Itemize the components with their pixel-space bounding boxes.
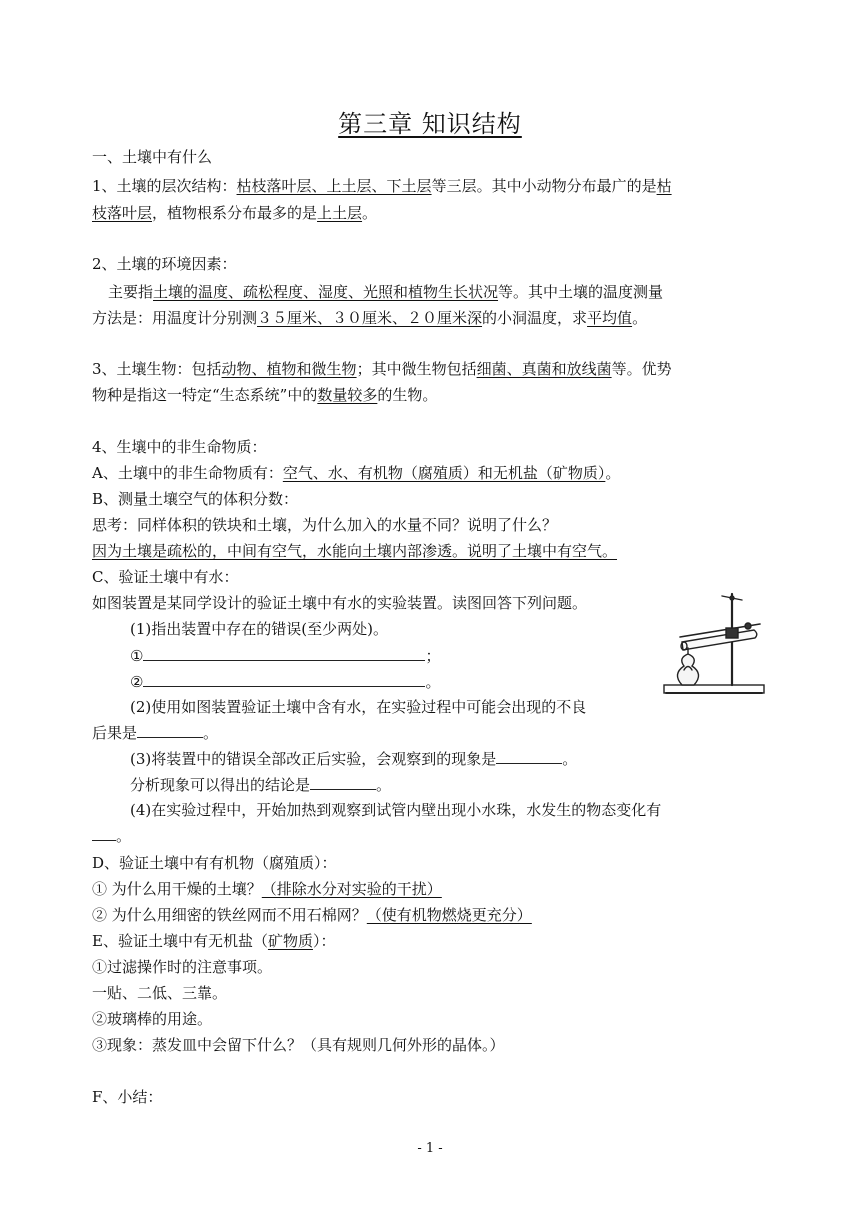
paragraph-line: 主要指土壤的温度、疏松程度、湿度、光照和植物生长状况等。其中土壤的温度测量 xyxy=(108,283,664,301)
underlined-answer: 细菌、真菌和放线菌 xyxy=(476,360,612,378)
underlined-answer: 枝落叶层 xyxy=(92,204,153,222)
underlined-answer: 矿物质 xyxy=(267,932,313,950)
paragraph-line: 方法是：用温度计分别测３５厘米、３０厘米、２０厘米深的小洞温度，求平均值。 xyxy=(92,309,648,327)
answer-blank[interactable] xyxy=(310,775,376,790)
question-line: ① 为什么用干燥的土壤？（排除水分对实验的干扰） xyxy=(92,880,442,898)
subsection-heading: D、验证土壤中有有机物（腐殖质）： xyxy=(92,854,337,872)
answer-blank-line: 。 xyxy=(92,826,131,845)
paragraph-line: 如图装置是某同学设计的验证土壤中有水的实验装置。读图回答下列问题。 xyxy=(92,594,588,612)
paragraph-line: ③现象：蒸发皿中会留下什么？（具有规则几何外形的晶体。） xyxy=(92,1036,505,1054)
section-heading: 2、土壤的环境因素： xyxy=(92,255,237,273)
underlined-answer: 枯枝落叶层、上土层、下土层 xyxy=(236,177,432,195)
underlined-answer: 土壤的温度、疏松程度、湿度、光照和植物生长状况 xyxy=(153,283,499,301)
question-line: (2)使用如图装置验证土壤中含有水，在实验过程中可能会出现的不良 xyxy=(130,698,587,716)
page-number: - 1 - xyxy=(417,1141,443,1156)
section-heading: 一、土壤中有什么 xyxy=(92,148,213,166)
underlined-answer: 空气、水、有机物（腐殖质）和无机盐（矿物质） xyxy=(282,464,606,482)
paragraph-line: 枝落叶层，植物根系分布最多的是上土层。 xyxy=(92,204,378,222)
subsection-heading: C、验证土壤中有水： xyxy=(92,568,239,586)
underlined-answer: 上土层 xyxy=(317,204,363,222)
subsection-heading: B、测量土壤空气的体积分数： xyxy=(92,490,299,508)
question-line: 分析现象可以得出的结论是 。 xyxy=(130,776,392,794)
underlined-answer: 枯 xyxy=(656,177,672,195)
question-line: (4)在实验过程中，开始加热到观察到试管内壁出现小水珠，水发生的物态变化有 xyxy=(130,801,662,819)
paragraph-line: A、土壤中的非生命物质有：空气、水、有机物（腐殖质）和无机盐（矿物质）。 xyxy=(92,464,621,482)
question-line: ② 为什么用细密的铁丝网而不用石棉网？（使有机物燃烧更充分） xyxy=(92,906,532,924)
question-line: (3)将装置中的错误全部改正后实验，会观察到的现象是 。 xyxy=(130,750,578,768)
paragraph-line: 1、土壤的层次结构：枯枝落叶层、上土层、下土层等三层。其中小动物分布最广的是枯 xyxy=(92,177,672,195)
answer-blank[interactable] xyxy=(143,672,425,687)
answer-blank-line: ② 。 xyxy=(130,673,441,691)
answer-blank[interactable] xyxy=(143,646,425,661)
answer-line: 因为土壤是疏松的，中间有空气，水能向土壤内部渗透。说明了土壤中有空气。 xyxy=(92,542,618,560)
answer-blank-line: ① ； xyxy=(130,647,441,665)
answer-blank[interactable] xyxy=(496,749,562,764)
underlined-answer: ３５厘米、３０厘米、２０厘米深 xyxy=(257,309,483,327)
paragraph-line: 物种是指这一特定“生态系统”中的数量较多的生物。 xyxy=(92,386,438,404)
underlined-answer: 动物、植物和微生物 xyxy=(221,360,357,378)
section-heading: 4、生壤中的非生命物质： xyxy=(92,438,267,456)
paragraph-line: 一贴、二低、三靠。 xyxy=(92,984,228,1002)
paragraph-line: 3、土壤生物：包括动物、植物和微生物；其中微生物包括细菌、真菌和放线菌等。优势 xyxy=(92,360,672,378)
subsection-heading: E、验证土壤中有无机盐（矿物质）： xyxy=(92,932,336,950)
question-line: 后果是 。 xyxy=(92,724,219,742)
underlined-answer: （使有机物燃烧更充分） xyxy=(366,906,532,924)
question-line: (1)指出装置中存在的错误(至少两处)。 xyxy=(130,620,388,638)
underlined-answer: （排除水分对实验的干扰） xyxy=(261,880,442,898)
heating-apparatus-figure xyxy=(660,590,772,700)
page-title: 第三章 知识结构 xyxy=(338,110,522,138)
paragraph-line: ②玻璃棒的用途。 xyxy=(92,1010,213,1028)
answer-blank[interactable] xyxy=(137,723,203,738)
underlined-answer: 平均值 xyxy=(587,309,633,327)
subsection-heading: F、小结： xyxy=(92,1088,163,1106)
answer-blank[interactable] xyxy=(92,826,116,841)
paragraph-line: ①过滤操作时的注意事项。 xyxy=(92,958,273,976)
question-line: 思考：同样体积的铁块和土壤，为什么加入的水量不同？说明了什么？ xyxy=(92,516,558,534)
underlined-answer: 数量较多 xyxy=(317,386,378,404)
